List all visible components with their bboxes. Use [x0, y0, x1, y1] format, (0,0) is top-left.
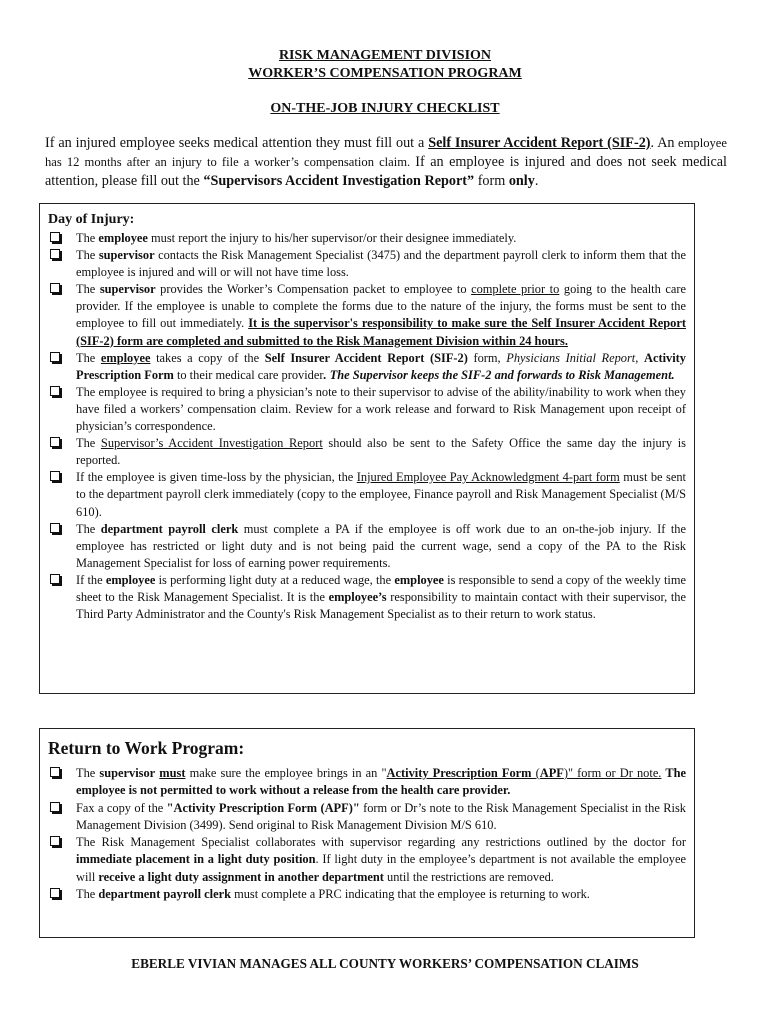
item-text: form or Dr’s note to the Risk Management Specialist in the Risk Management Division (3499). Send original to Risk Management Division M/S 610.	[76, 800, 686, 832]
list-item	[48, 247, 686, 281]
supervisor-report-name: “Supervisors Accident Investigation Report”	[203, 173, 475, 190]
item-bold: supervisor	[99, 766, 156, 780]
checkbox-icon[interactable]	[50, 523, 60, 533]
item-text: If the employee is given time-loss by the physician, the	[76, 470, 357, 485]
list-item	[48, 765, 686, 800]
checkbox-icon[interactable]	[50, 386, 60, 396]
program-heading: WORKER’S COMPENSATION PROGRAM	[248, 66, 522, 81]
item-text: The	[76, 282, 100, 297]
list-item	[48, 350, 686, 384]
item-bold: The employee is not permitted to work without a release from the health care provider.	[76, 766, 686, 798]
item-text: is responsible to send a copy of the weekly time sheet to the Risk Management Specialist. It is the	[76, 572, 686, 604]
sif2-form-name: Self Insurer Accident Report (SIF-2)	[428, 135, 651, 151]
return-to-work-section	[39, 728, 695, 938]
item-text: The	[76, 766, 100, 780]
item-bold-underline: must	[159, 766, 186, 780]
item-text: should also be sent to the Safety Office the same day the injury is reported.	[76, 436, 686, 468]
item-text: to their medical care provider	[173, 367, 324, 382]
intro-text-2: employee has 12 months after an injury to file a worker’s compensation claim.	[45, 136, 727, 170]
item-bold: supervisor	[98, 248, 155, 263]
item-text: responsibility to maintain contact with their supervisor, the Third Party Administrator and the County's Risk Management Specialist as to their return to work status.	[76, 589, 686, 622]
item-bold: employee’s	[328, 589, 387, 604]
intro-text-1: If an injured employee seeks medical attention they must fill out a	[45, 135, 429, 151]
return-to-work-list	[48, 765, 686, 903]
item-text: must complete a PA if the employee is off work due to an on-the-job injury. If the employee has restricted or light duty and is not being paid the current wage, send a copy of the PA to the Risk Management Specialist for loss of earning power requirements.	[76, 521, 686, 570]
item-bold: Self Insurer Accident Report (SIF-2)	[264, 350, 468, 365]
item-text: going to the health care provider. If the employee is unable to complete the forms due to the nature of the injury, the forms must be sent to the employee to fill out immediately.	[76, 282, 686, 331]
item-text: The employee is required to bring a physician’s note to their supervisor to advise of the ability/inability to work when they have filed a workers’ compensation claim. Review for a work release and forward to Risk Management upon receipt of physician’s correspondence.	[76, 384, 686, 434]
item-underline: complete prior to	[471, 282, 560, 297]
checkbox-icon[interactable]	[50, 283, 60, 293]
intro-text-3-end: .	[534, 173, 539, 190]
intro-text-1-end: . An	[650, 135, 675, 151]
list-item	[48, 834, 686, 886]
list-item	[48, 800, 686, 835]
item-underline: (	[531, 766, 540, 780]
item-bold-underline: It is the supervisor's responsibility to make sure the Self Insurer Accident Report (SIF-2) form are completed and submitted to the Risk Management Division within 24 hours.	[76, 316, 686, 348]
item-bold: employee	[394, 572, 444, 587]
return-to-work-title: Return to Work Program:	[48, 738, 245, 758]
item-text: The	[76, 350, 101, 365]
list-item	[48, 469, 686, 520]
checkbox-icon[interactable]	[50, 767, 60, 777]
item-text: The	[76, 231, 99, 245]
item-text: must be sent to the department payroll clerk immediately (copy to the employee, Finance payroll and Risk Management Specialist (M/S 610).	[76, 470, 686, 519]
item-bold: "Activity Prescription Form (APF)"	[166, 800, 360, 815]
item-underline: Supervisor’s Accident Investigation Report	[100, 436, 323, 451]
item-text: must complete a PRC indicating that the employee is returning to work.	[230, 887, 590, 902]
item-text: must report the injury to his/her supervisor/or their designee immediately.	[147, 231, 517, 245]
checkbox-icon[interactable]	[50, 471, 60, 481]
item-bold-underline: employee	[100, 350, 151, 365]
item-text: The	[76, 436, 101, 451]
item-bold: employee	[98, 231, 148, 245]
checkbox-icon[interactable]	[50, 437, 60, 447]
item-bold: employee	[105, 572, 156, 587]
list-item	[48, 521, 686, 572]
list-item	[48, 281, 686, 349]
item-text: . If light duty in the employee’s department is not available the employee will	[76, 852, 686, 884]
intro-text-3-mid: form	[474, 173, 509, 190]
day-of-injury-list	[48, 230, 686, 623]
item-text: contacts the Risk Management Specialist (3475) and the department payroll clerk to inform them that the employee is injured and will or will not have time loss.	[76, 248, 686, 280]
day-of-injury-section	[39, 203, 695, 694]
item-bold: department payroll clerk	[98, 887, 231, 902]
item-text: form,	[467, 350, 507, 365]
list-item	[48, 886, 686, 903]
list-item	[48, 572, 686, 623]
item-text: ,	[635, 350, 644, 365]
division-heading: RISK MANAGEMENT DIVISION	[278, 48, 492, 63]
item-text: provides the Worker’s Compensation packet to employee to	[155, 282, 472, 297]
intro-paragraph	[45, 134, 727, 192]
item-bold: Activity Prescription Form	[76, 350, 686, 382]
item-italic: Physicians Initial Report	[506, 350, 636, 365]
item-text: make sure the employee brings in an "	[185, 766, 387, 780]
checkbox-icon[interactable]	[50, 249, 60, 259]
checklist-title: ON-THE-JOB INJURY CHECKLIST	[270, 101, 500, 116]
list-item	[48, 435, 686, 469]
item-text: until the restrictions are removed.	[383, 869, 554, 884]
item-text: If the	[76, 572, 106, 587]
item-text: The	[76, 521, 101, 536]
checkbox-icon[interactable]	[50, 802, 60, 812]
item-bold-underline: Activity Prescription Form	[386, 766, 532, 780]
item-text: is performing light duty at a reduced wage, the	[155, 572, 395, 587]
item-bold: receive a light duty assignment in another department	[98, 869, 384, 884]
checkbox-icon[interactable]	[50, 888, 60, 898]
item-bold-italic: . The Supervisor keeps the SIF-2 and forwards to Risk Management.	[323, 367, 675, 382]
item-text: takes a copy of the	[150, 350, 265, 365]
item-bold-underline: APF	[539, 766, 564, 780]
item-text: The	[76, 887, 99, 902]
item-text: The Risk Management Specialist collaborates with supervisor regarding any restrictions outlined by the doctor for	[76, 835, 686, 850]
checkbox-icon[interactable]	[50, 836, 60, 846]
item-underline: )" form or Dr note.	[563, 766, 662, 780]
checkbox-icon[interactable]	[50, 574, 60, 584]
intro-only-word: only	[508, 173, 535, 190]
item-bold: department payroll clerk	[100, 521, 239, 536]
item-text: Fax a copy of the	[76, 800, 167, 815]
item-bold: supervisor	[99, 282, 156, 297]
footer-note: EBERLE VIVIAN MANAGES ALL COUNTY WORKERS’ COMPENSATION CLAIMS	[131, 956, 639, 971]
item-bold: immediate placement in a light duty position	[76, 852, 316, 867]
day-of-injury-title: Day of Injury:	[48, 212, 135, 227]
list-item	[48, 384, 686, 435]
item-text: The	[76, 248, 99, 263]
item-underline: Injured Employee Pay Acknowledgment 4-part form	[356, 470, 620, 485]
checkbox-icon[interactable]	[50, 232, 60, 242]
list-item	[48, 230, 686, 247]
intro-text-3: If an employee is injured and does not seek medical attention, please fill out the	[45, 154, 727, 190]
checkbox-icon[interactable]	[50, 352, 60, 362]
